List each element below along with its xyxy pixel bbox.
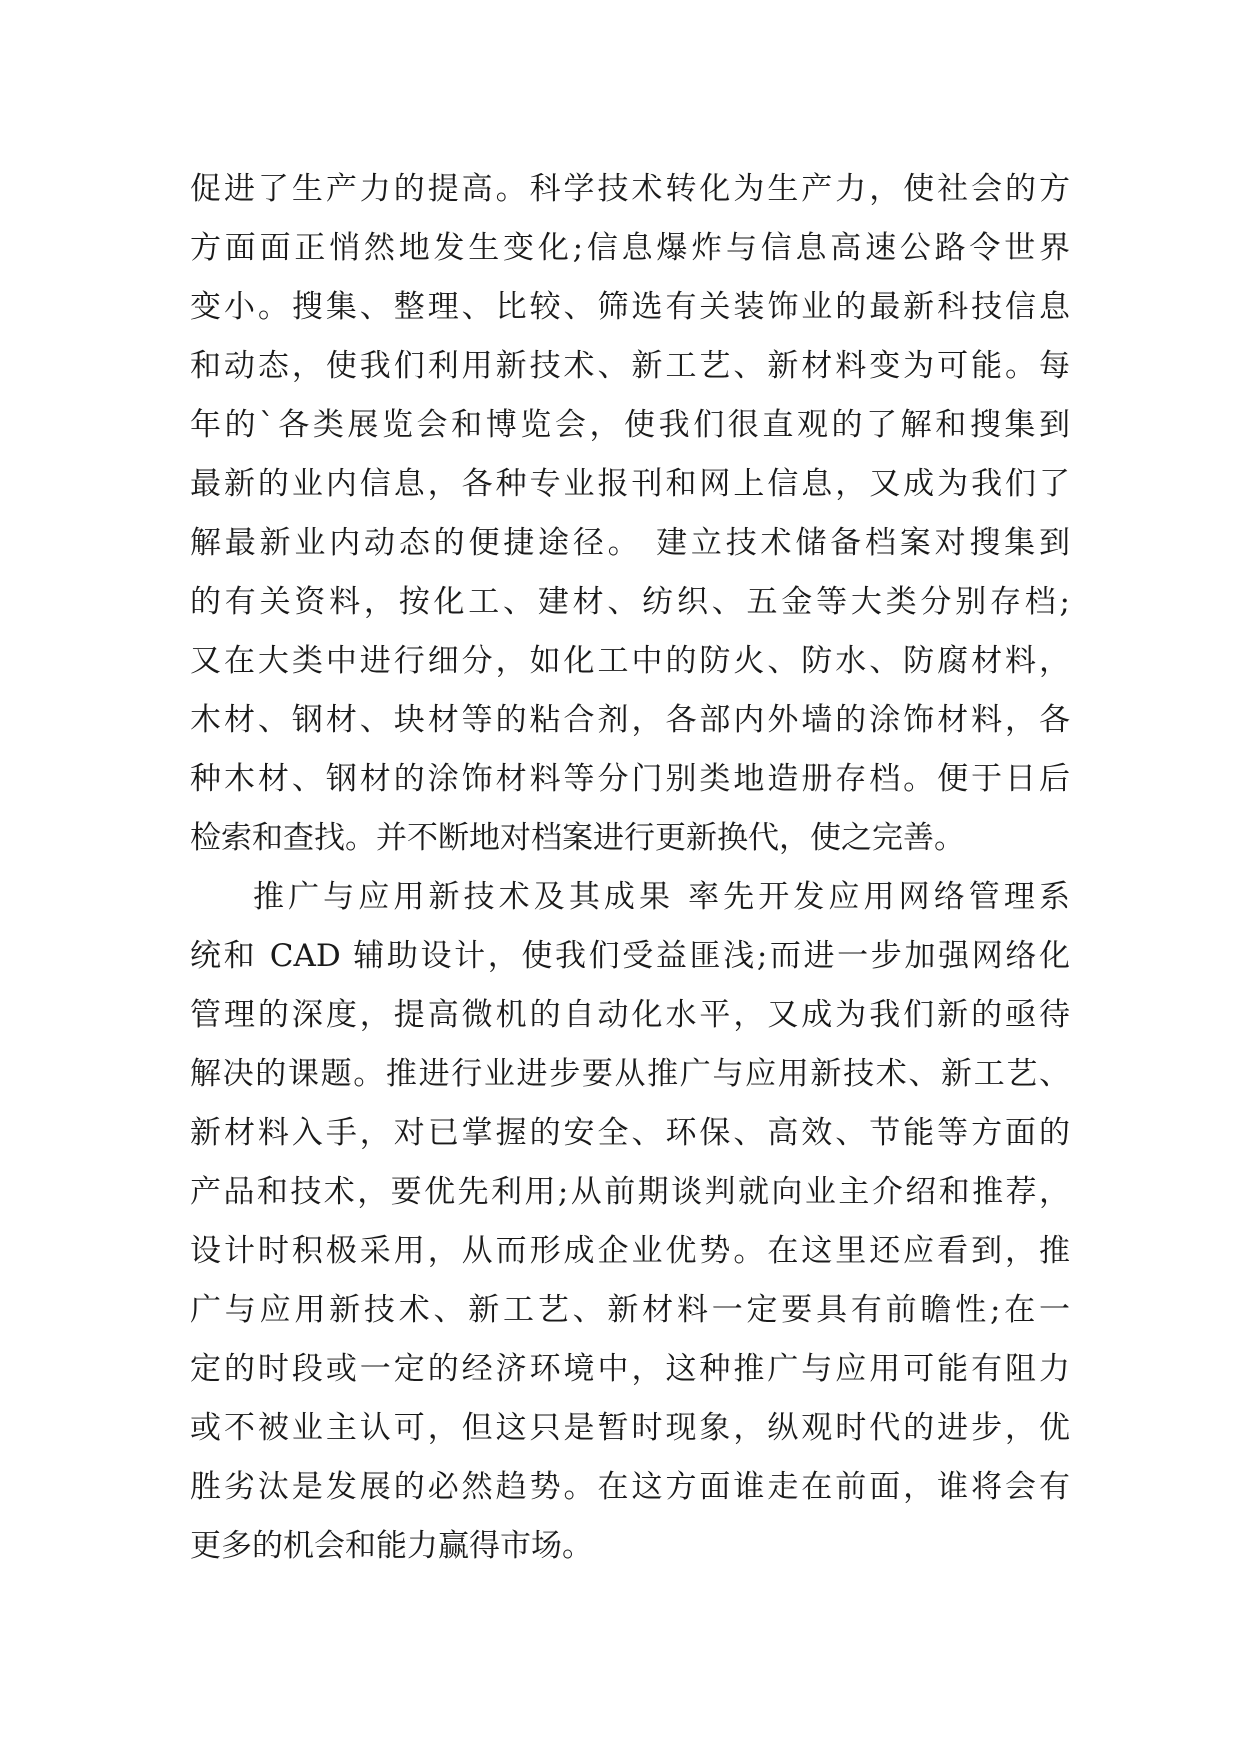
text-line: 年的`各类展览会和博览会，使我们很直观的了解和搜集到 xyxy=(190,407,1070,443)
text-line: 胜劣汰是发展的必然趋势。在这方面谁走在前面，谁将会有 xyxy=(190,1469,1070,1505)
text-line: 统和 CAD 辅助设计，使我们受益匪浅;而进一步加强网络化 xyxy=(190,938,1070,974)
text-line: 定的时段或一定的经济环境中，这种推广与应用可能有阻力 xyxy=(190,1351,1070,1387)
document-body xyxy=(190,160,1070,1576)
text-line: 又在大类中进行细分，如化工中的防火、防水、防腐材料， xyxy=(190,643,1070,679)
text-line: 或不被业主认可，但这只是暂时现象，纵观时代的进步，优 xyxy=(190,1410,1070,1446)
text-line: 推广与应用新技术及其成果 率先开发应用网络管理系 xyxy=(253,879,1070,915)
text-line: 解最新业内动态的便捷途径。 建立技术储备档案对搜集到 xyxy=(190,525,1070,561)
text-line: 产品和技术，要优先利用;从前期谈判就向业主介绍和推荐， xyxy=(190,1174,1070,1210)
text-line: 方面面正悄然地发生变化;信息爆炸与信息高速公路令世界 xyxy=(190,230,1070,266)
text-line: 木材、钢材、块材等的粘合剂，各部内外墙的涂饰材料，各 xyxy=(190,702,1070,738)
text-line: 检索和查找。并不断地对档案进行更新换代，使之完善。 xyxy=(190,820,965,856)
text-line: 解决的课题。推进行业进步要从推广与应用新技术、新工艺、 xyxy=(190,1056,1070,1092)
text-line: 的有关资料，按化工、建材、纺织、五金等大类分别存档; xyxy=(190,584,1070,620)
text-line: 更多的机会和能力赢得市场。 xyxy=(190,1528,593,1564)
paragraph-1 xyxy=(190,160,1070,868)
text-line: 最新的业内信息，各种专业报刊和网上信息，又成为我们了 xyxy=(190,466,1070,502)
text-line: 设计时积极采用，从而形成企业优势。在这里还应看到，推 xyxy=(190,1233,1070,1269)
paragraph-2 xyxy=(190,868,1070,1576)
text-line: 种木材、钢材的涂饰材料等分门别类地造册存档。便于日后 xyxy=(190,761,1070,797)
text-line: 促进了生产力的提高。科学技术转化为生产力，使社会的方 xyxy=(190,171,1070,207)
text-line: 广与应用新技术、新工艺、新材料一定要具有前瞻性;在一 xyxy=(190,1292,1070,1328)
text-line: 和动态，使我们利用新技术、新工艺、新材料变为可能。每 xyxy=(190,348,1070,384)
text-line: 管理的深度，提高微机的自动化水平，又成为我们新的亟待 xyxy=(190,997,1070,1033)
text-line: 新材料入手，对已掌握的安全、环保、高效、节能等方面的 xyxy=(190,1115,1070,1151)
text-line: 变小。搜集、整理、比较、筛选有关装饰业的最新科技信息 xyxy=(190,289,1070,325)
